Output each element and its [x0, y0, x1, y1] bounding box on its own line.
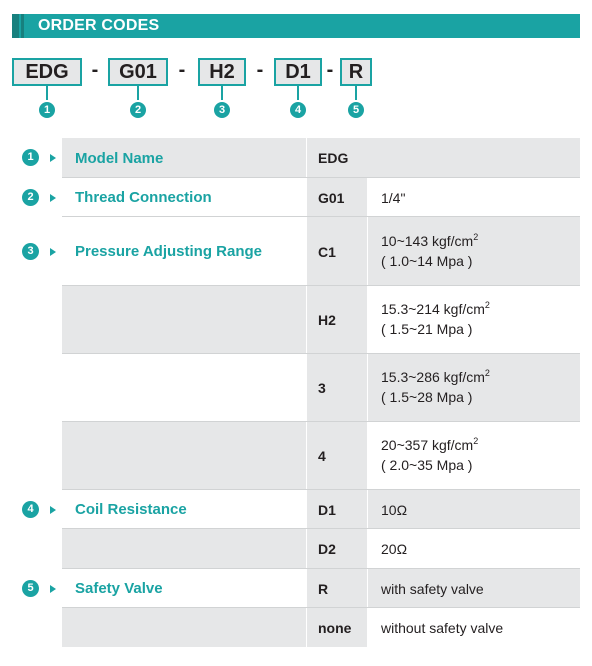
header-accent-bar-thin [21, 14, 24, 38]
row-desc: with safety valve [381, 581, 484, 597]
row-label: Thread Connection [75, 189, 212, 206]
row-number-circle: 1 [22, 149, 39, 166]
table-cell-bg [307, 286, 367, 353]
code-separator: - [91, 59, 99, 81]
row-desc: 15.3~214 kgf/$cm^2$ ( 1.5~21 Mpa ) [381, 300, 490, 337]
arrow-right-icon [50, 154, 56, 162]
arrow-right-icon [50, 248, 56, 256]
connector-line [46, 86, 48, 100]
row-desc: 10Ω [381, 502, 408, 518]
table-cell-bg [307, 569, 367, 607]
number-circle-2: 2 [130, 102, 146, 118]
number-circle-1: 1 [39, 102, 55, 118]
code-part-pressure: H2 [198, 58, 246, 86]
connector-line [137, 86, 139, 100]
row-number-circle: 3 [22, 243, 39, 260]
row-number-circle: 4 [22, 501, 39, 518]
number-circle-5: 5 [348, 102, 364, 118]
arrow-right-icon [50, 194, 56, 202]
row-code: 3 [318, 380, 326, 396]
table-cell-bg [62, 529, 306, 568]
code-part-coil: D1 [274, 58, 322, 86]
table-cell-bg [307, 354, 367, 421]
table-cell-bg [307, 217, 367, 285]
order-code-pattern [0, 58, 592, 90]
row-desc: without safety valve [381, 620, 504, 636]
row-label: Pressure Adjusting Range [75, 243, 262, 260]
table-cell-bg [307, 490, 367, 528]
row-code: D1 [318, 502, 336, 518]
code-separator: - [256, 59, 264, 81]
code-part-thread: G01 [108, 58, 168, 86]
row-desc: 1/4" [381, 190, 406, 206]
code-part-model: EDG [12, 58, 82, 86]
row-code: EDG [318, 150, 349, 166]
row-desc: 20Ω [381, 541, 408, 557]
row-number-circle: 5 [22, 580, 39, 597]
table-cell-bg [62, 608, 306, 647]
connector-line [221, 86, 223, 100]
row-code: D2 [318, 541, 336, 557]
section-header [12, 14, 580, 38]
row-label: Model Name [75, 150, 164, 167]
row-desc: 20~357 kgf/$cm^2$ ( 2.0~35 Mpa ) [381, 436, 479, 473]
connector-line [355, 86, 357, 100]
arrow-right-icon [50, 585, 56, 593]
number-circle-4: 4 [290, 102, 306, 118]
row-code: 4 [318, 448, 326, 464]
number-circle-3: 3 [214, 102, 230, 118]
row-number-circle: 2 [22, 189, 39, 206]
row-desc: 10~143 kgf/$cm^2$ ( 1.0~14 Mpa ) [381, 232, 479, 269]
table-cell-bg [62, 286, 306, 353]
row-code: C1 [318, 244, 336, 260]
table-cell-bg [62, 354, 306, 421]
row-code: R [318, 581, 329, 597]
code-separator: - [178, 59, 186, 81]
row-label: Coil Resistance [75, 501, 187, 518]
code-part-safety: R [340, 58, 372, 86]
section-title: ORDER CODES [38, 17, 160, 34]
code-separator: - [326, 59, 334, 81]
header-accent-bar [12, 14, 19, 38]
row-label: Safety Valve [75, 580, 163, 597]
row-desc: 15.3~286 kgf/$cm^2$ ( 1.5~28 Mpa ) [381, 368, 490, 405]
row-code: G01 [318, 190, 345, 206]
arrow-right-icon [50, 506, 56, 514]
table-cell-bg [307, 422, 367, 489]
connector-line [297, 86, 299, 100]
table-cell-bg [62, 422, 306, 489]
table-cell-bg [307, 529, 367, 568]
row-code: none [318, 620, 352, 636]
row-code: H2 [318, 312, 336, 328]
